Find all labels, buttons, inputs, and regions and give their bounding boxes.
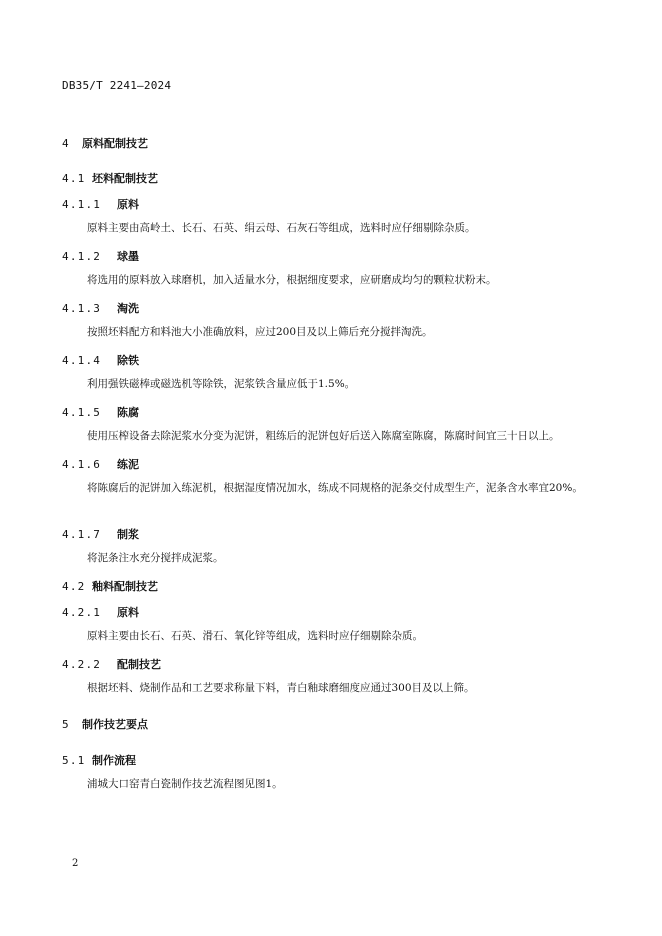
paragraph: 将陈腐后的泥饼加入练泥机，根据湿度情况加水，练成不同规格的泥条交付成型生产，泥条含水率宜20%。 bbox=[87, 482, 583, 494]
paragraph: 使用压榨设备去除泥浆水分变为泥饼，粗练后的泥饼包好后送入陈腐室陈腐，陈腐时间宜三十日以上。 bbox=[87, 430, 560, 442]
section-title: 陈腐 bbox=[117, 406, 139, 419]
section-number: 4.1.4 bbox=[62, 354, 102, 367]
section-number: 4.1 bbox=[62, 172, 86, 185]
page-number: 2 bbox=[72, 858, 79, 869]
section-number: 4.2.2 bbox=[62, 658, 102, 671]
standard-code: DB35/T 2241—2024 bbox=[62, 79, 172, 92]
section-heading-4-1-1 bbox=[62, 196, 139, 212]
section-number: 5 bbox=[62, 718, 70, 731]
section-title: 球墨 bbox=[117, 250, 139, 263]
section-title: 制浆 bbox=[117, 528, 139, 541]
section-heading-4-1-7 bbox=[62, 526, 139, 542]
section-title: 制作技艺要点 bbox=[82, 718, 148, 731]
paragraph: 原料主要由长石、石英、滑石、氧化锌等组成，选料时应仔细剔除杂质。 bbox=[87, 630, 423, 642]
paragraph: 按照坯料配方和料池大小准确放料，应过200目及以上筛后充分搅拌淘洗。 bbox=[87, 326, 433, 338]
section-number: 4.2 bbox=[62, 580, 86, 593]
paragraph: 浦城大口窑青白瓷制作技艺流程图见图1。 bbox=[87, 778, 283, 790]
section-title: 原料 bbox=[117, 198, 139, 211]
section-number: 4.2.1 bbox=[62, 606, 102, 619]
section-number: 4.1.7 bbox=[62, 528, 102, 541]
section-number: 4.1.3 bbox=[62, 302, 102, 315]
section-title: 原料 bbox=[117, 606, 139, 619]
section-heading-5-1 bbox=[62, 752, 136, 768]
section-heading-4-2 bbox=[62, 578, 158, 594]
section-title: 坯料配制技艺 bbox=[92, 172, 158, 185]
section-title: 配制技艺 bbox=[117, 658, 161, 671]
section-number: 4.1.5 bbox=[62, 406, 102, 419]
section-heading-4 bbox=[62, 135, 148, 151]
section-title: 淘洗 bbox=[117, 302, 139, 315]
section-heading-4-1-5 bbox=[62, 404, 139, 420]
section-number: 4.1.6 bbox=[62, 458, 102, 471]
section-heading-4-1-2 bbox=[62, 248, 139, 264]
section-heading-4-2-1 bbox=[62, 604, 139, 620]
section-number: 4 bbox=[62, 137, 70, 150]
section-heading-4-1-4 bbox=[62, 352, 139, 368]
section-heading-4-1-6 bbox=[62, 456, 139, 472]
section-title: 制作流程 bbox=[92, 754, 136, 767]
paragraph: 将泥条注水充分搅拌成泥浆。 bbox=[87, 552, 224, 564]
paragraph: 原料主要由高岭土、长石、石英、绢云母、石灰石等组成，选料时应仔细剔除杂质。 bbox=[87, 222, 476, 234]
paragraph: 利用强铁磁棒或磁选机等除铁，泥浆铁含量应低于1.5%。 bbox=[87, 378, 356, 390]
section-title: 除铁 bbox=[117, 354, 139, 367]
paragraph: 将选用的原料放入球磨机，加入适量水分，根据细度要求，应研磨成均匀的颗粒状粉末。 bbox=[87, 274, 497, 286]
section-title: 原料配制技艺 bbox=[82, 137, 148, 150]
section-number: 4.1.2 bbox=[62, 250, 102, 263]
section-number: 5.1 bbox=[62, 754, 86, 767]
paragraph: 根据坯料、烧制作品和工艺要求称量下料，青白釉球磨细度应通过300目及以上筛。 bbox=[87, 682, 475, 694]
section-heading-5 bbox=[62, 716, 148, 732]
section-heading-4-2-2 bbox=[62, 656, 161, 672]
section-title: 釉料配制技艺 bbox=[92, 580, 158, 593]
section-title: 练泥 bbox=[117, 458, 139, 471]
section-heading-4-1-3 bbox=[62, 300, 139, 316]
section-number: 4.1.1 bbox=[62, 198, 102, 211]
section-heading-4-1 bbox=[62, 170, 158, 186]
